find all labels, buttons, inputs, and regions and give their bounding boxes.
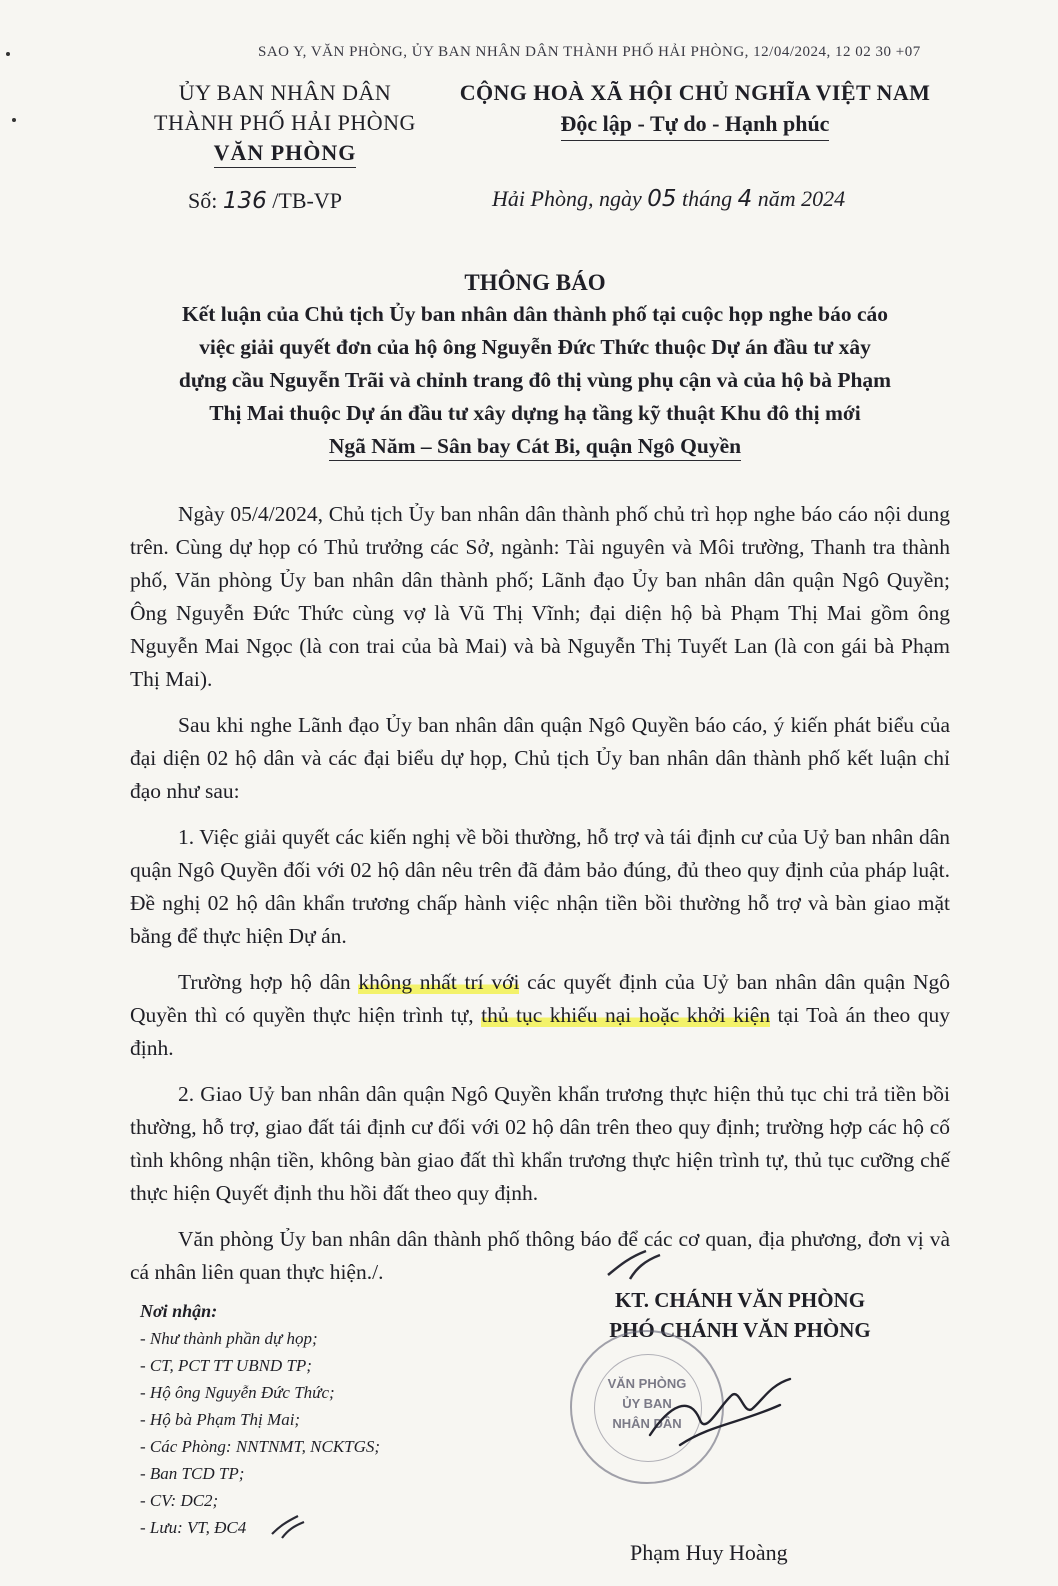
national-motto-1: CỘNG HOÀ XÃ HỘI CHỦ NGHĨA VIỆT NAM — [459, 80, 931, 105]
recipient-item: - Lưu: VT, ĐC4 — [140, 1518, 247, 1537]
month-handwritten: 4 — [737, 186, 753, 212]
document-date: Hải Phòng, ngày 05 tháng 4 năm 2024 — [492, 186, 846, 212]
national-header — [430, 78, 960, 140]
recipients-heading: Nơi nhận: — [140, 1301, 218, 1321]
scan-speck — [6, 52, 10, 56]
signer-name: Phạm Huy Hoàng — [630, 1540, 788, 1565]
document-body — [130, 498, 950, 1302]
initial-mark-icon — [268, 1512, 308, 1542]
signer-title-2: PHÓ CHÁNH VĂN PHÒNG — [609, 1318, 871, 1342]
document-number: Số: 136 /TB-VP — [188, 188, 342, 214]
initial-mark-icon — [600, 1245, 670, 1285]
subtitle-line: Ngã Năm – Sân bay Cát Bi, quận Ngô Quyền — [110, 430, 960, 463]
recipient-item: - Các Phòng: NNTNMT, NCKTGS; — [140, 1437, 381, 1456]
paragraph-item-2: 2. Giao Uỷ ban nhân dân quận Ngô Quyền khẩn trương thực hiện thủ tục chi trả tiền bồi thường, hỗ trợ, giao đất tái định cư đối với 02 hộ dân trên theo quy định; trường hợp các hộ cố tình không nhận tiền, không bàn giao đất thì khẩn trương thực hiện trình tự, thủ tục cưỡng chế thực hiện Quyết định thu hồi đất theo quy định. — [130, 1082, 950, 1205]
issuer-line-2: THÀNH PHỐ HẢI PHÒNG — [154, 110, 416, 135]
subtitle-line: Kết luận của Chủ tịch Ủy ban nhân dân thành phố tại cuộc họp nghe báo cáo — [181, 302, 889, 326]
recipient-item: - Hộ ông Nguyễn Đức Thức; — [140, 1383, 335, 1402]
official-seal-icon: VĂN PHÒNG ỦY BAN NHÂN DÂN — [570, 1330, 724, 1484]
issuer-header — [120, 78, 450, 168]
copy-stamp-line: SAO Y, VĂN PHÒNG, ỦY BAN NHÂN DÂN THÀNH PHỐ HẢI PHÒNG, 12/04/2024, 12 02 30 +07 — [258, 44, 921, 60]
paragraph-closing: Văn phòng Ủy ban nhân dân thành phố thông báo để các cơ quan, địa phương, đơn vị và cá nhân liên quan thực hiện./. — [130, 1227, 950, 1284]
paragraph-conclusion-intro: Sau khi nghe Lãnh đạo Ủy ban nhân dân quận Ngô Quyền báo cáo, ý kiến phát biểu của đại diện 02 hộ dân và các đại biểu dự họp, Chủ tịch Ủy ban nhân dân thành phố kết luận chỉ đạo như sau: — [130, 713, 950, 803]
highlight-1: không nhất trí với — [358, 970, 520, 994]
document-subtitle — [110, 298, 960, 463]
recipients-block — [140, 1298, 380, 1541]
recipient-item: - CV: DC2; — [140, 1491, 219, 1510]
subtitle-line: Thị Mai thuộc Dự án đầu tư xây dựng hạ tầng kỹ thuật Khu đô thị mới — [209, 401, 861, 425]
recipients-list — [140, 1325, 380, 1541]
number-handwritten: 136 — [222, 188, 267, 214]
paragraph-meeting: Ngày 05/4/2024, Chủ tịch Ủy ban nhân dân thành phố chủ trì họp nghe báo cáo nội dung trên. Cùng dự họp có Thủ trưởng các Sở, ngành: Tài nguyên và Môi trường, Thanh tra thành phố, Văn phòng Ủy ban nhân dân thành phố; Lãnh đạo Ủy ban nhân dân quận Ngô Quyền; Ông Nguyễn Đức Thức cùng vợ là Vũ Thị Vĩnh; đại diện hộ bà Phạm Thị Mai gồm ông Nguyễn Mai Ngọc (là con trai của bà Mai) và bà Nguyễn Thị Tuyết Lan (là con gái bà Phạm Thị Mai). — [130, 502, 950, 691]
scan-speck — [12, 118, 16, 122]
recipient-item: - CT, PCT TT UBND TP; — [140, 1356, 312, 1375]
highlight-2: thủ tục khiếu nại hoặc khởi kiện — [481, 1003, 771, 1027]
paragraph-item-1: 1. Việc giải quyết các kiến nghị về bồi thường, hỗ trợ và tái định cư của Uỷ ban nhân dân quận Ngô Quyền đối với 02 hộ dân nêu trên đã đảm bảo đúng, đủ theo quy định của pháp luật. Đề nghị 02 hộ dân khẩn trương chấp hành việc nhận tiền bồi thường hỗ trợ và bàn giao mặt bằng để thực hiện Dự án. — [130, 825, 950, 948]
subtitle-line: việc giải quyết đơn của hộ ông Nguyễn Đức Thức thuộc Dự án đầu tư xây — [199, 335, 871, 359]
recipient-item: - Hộ bà Phạm Thị Mai; — [140, 1410, 301, 1429]
signer-title-1: KT. CHÁNH VĂN PHÒNG — [614, 1288, 866, 1312]
day-handwritten: 05 — [647, 186, 677, 212]
national-motto-2: Độc lập - Tự do - Hạnh phúc — [430, 108, 960, 140]
paragraph-disagreement: Trường hợp hộ dân không nhất trí với các quyết định của Uỷ ban nhân dân quận Ngô Quyền thì có quyền thực hiện trình tự, thủ tục khiếu nại hoặc khởi kiện tại Toà án theo quy định. — [130, 970, 950, 1060]
recipient-item: - Ban TCD TP; — [140, 1464, 245, 1483]
signature-icon — [640, 1365, 810, 1455]
document-title: THÔNG BÁO — [464, 270, 606, 295]
issuer-line-3: VĂN PHÒNG — [120, 138, 450, 168]
issuer-line-1: ỦY BAN NHÂN DÂN — [178, 80, 392, 105]
subtitle-line: dựng cầu Nguyễn Trãi và chỉnh trang đô thị vùng phụ cận và của hộ bà Phạm — [178, 368, 892, 392]
recipient-item: - Như thành phần dự họp; — [140, 1329, 318, 1348]
